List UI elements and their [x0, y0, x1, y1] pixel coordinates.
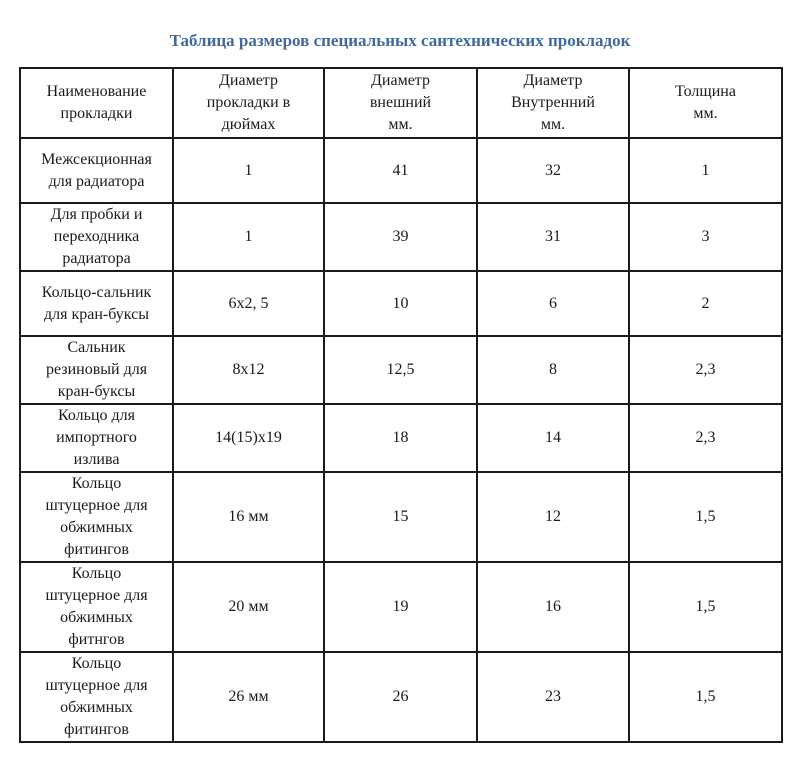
cell-outer-diameter: 12,5 [324, 336, 477, 404]
cell-diameter-inches: 1 [173, 203, 324, 271]
cell-name: Для пробки и переходника радиатора [20, 203, 173, 271]
cell-outer-diameter: 19 [324, 562, 477, 652]
cell-inner-diameter: 12 [477, 472, 629, 562]
cell-outer-diameter: 15 [324, 472, 477, 562]
table-header-row [20, 68, 782, 138]
cell-outer-diameter: 39 [324, 203, 477, 271]
cell-diameter-inches: 20 мм [173, 562, 324, 652]
cell-name: Кольцо штуцерное для обжимных фитингов [20, 472, 173, 562]
table-row [20, 472, 782, 562]
cell-thickness: 2 [629, 271, 782, 336]
cell-thickness: 3 [629, 203, 782, 271]
cell-diameter-inches: 6х2, 5 [173, 271, 324, 336]
cell-inner-diameter: 31 [477, 203, 629, 271]
cell-name: Кольцо штуцерное для обжимных фитнгов [20, 562, 173, 652]
cell-inner-diameter: 23 [477, 652, 629, 742]
table-row [20, 562, 782, 652]
header-thickness: Толщина мм. [629, 68, 782, 138]
cell-name: Кольцо-сальник для кран-буксы [20, 271, 173, 336]
cell-inner-diameter: 6 [477, 271, 629, 336]
cell-thickness: 1 [629, 138, 782, 203]
page-title: Таблица размеров специальных сантехнических прокладок [169, 31, 631, 50]
cell-inner-diameter: 16 [477, 562, 629, 652]
cell-outer-diameter: 41 [324, 138, 477, 203]
table-row [20, 203, 782, 271]
cell-name: Кольцо для импортного излива [20, 404, 173, 472]
cell-diameter-inches: 8х12 [173, 336, 324, 404]
cell-diameter-inches: 14(15)х19 [173, 404, 324, 472]
table-row [20, 336, 782, 404]
cell-diameter-inches: 26 мм [173, 652, 324, 742]
header-name: Наименование прокладки [20, 68, 173, 138]
table-row [20, 404, 782, 472]
cell-thickness: 1,5 [629, 652, 782, 742]
cell-outer-diameter: 10 [324, 271, 477, 336]
cell-diameter-inches: 16 мм [173, 472, 324, 562]
cell-outer-diameter: 18 [324, 404, 477, 472]
table-row [20, 652, 782, 742]
cell-name: Сальник резиновый для кран-буксы [20, 336, 173, 404]
gasket-sizes-table [19, 67, 783, 743]
cell-name: Кольцо штуцерное для обжимных фитингов [20, 652, 173, 742]
cell-thickness: 1,5 [629, 472, 782, 562]
cell-inner-diameter: 8 [477, 336, 629, 404]
cell-inner-diameter: 32 [477, 138, 629, 203]
cell-outer-diameter: 26 [324, 652, 477, 742]
cell-thickness: 2,3 [629, 404, 782, 472]
cell-thickness: 1,5 [629, 562, 782, 652]
header-diameter-inches: Диаметр прокладки в дюймах [173, 68, 324, 138]
cell-thickness: 2,3 [629, 336, 782, 404]
cell-inner-diameter: 14 [477, 404, 629, 472]
header-inner-diameter: Диаметр Внутренний мм. [477, 68, 629, 138]
header-outer-diameter: Диаметр внешний мм. [324, 68, 477, 138]
cell-name: Межсекционная для радиатора [20, 138, 173, 203]
cell-diameter-inches: 1 [173, 138, 324, 203]
table-row [20, 271, 782, 336]
table-row [20, 138, 782, 203]
